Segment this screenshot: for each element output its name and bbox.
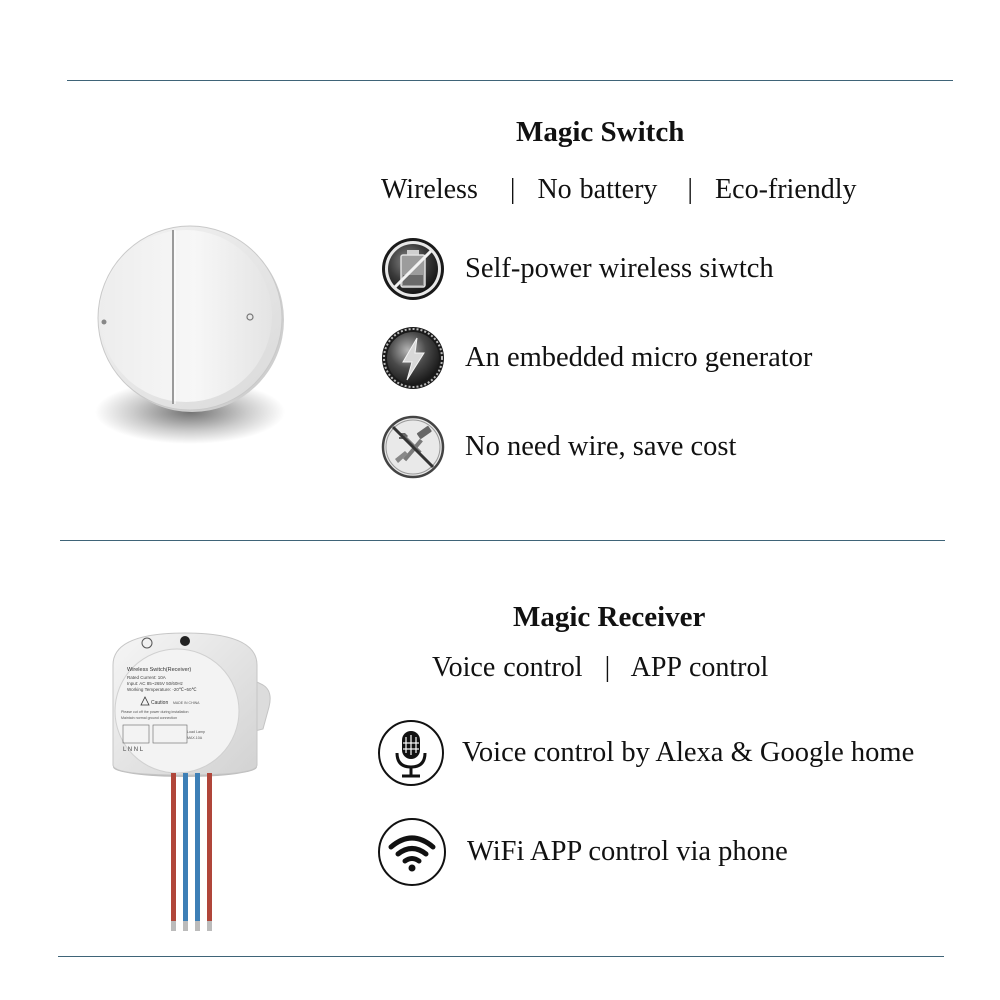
- receiver-label-caution-text: Please cut off the power during installation: [121, 710, 189, 714]
- feature-no-wire: [381, 415, 736, 479]
- receiver-label-spec: Working Temperature: -20℃~50℃: [127, 687, 197, 692]
- feature-micro-generator: [381, 326, 812, 390]
- magic-switch-tagline: [381, 174, 857, 206]
- feature-text: An embedded micro generator: [465, 342, 813, 373]
- tagline-separator: |: [509, 174, 516, 205]
- receiver-label-spec: Input: AC 85~265V 50/60Hz: [127, 681, 183, 686]
- magic-receiver-tagline: [432, 652, 768, 684]
- receiver-label-model: Wireless Switch(Receiver): [127, 667, 192, 673]
- receiver-label-load: Load Lamp: [187, 730, 205, 734]
- magic-receiver-title: Magic Receiver: [513, 601, 706, 633]
- feature-text: WiFi APP control via phone: [467, 836, 788, 867]
- receiver-label-caution-text: Maintain normal ground connection: [121, 716, 178, 720]
- no-tools-icon: [381, 415, 445, 479]
- receiver-label-terminals: L N N L: [123, 747, 144, 753]
- feature-text: No need wire, save cost: [465, 431, 737, 462]
- feature-text: Self-power wireless siwtch: [465, 253, 774, 284]
- feature-wifi-app: [377, 817, 788, 887]
- microphone-icon: [377, 719, 445, 787]
- lightning-generator-icon: [381, 326, 445, 390]
- magic-switch-title: Magic Switch: [516, 116, 685, 148]
- magic-switch-product-image: [80, 200, 300, 460]
- tagline-no-battery: No battery: [537, 174, 658, 205]
- tagline-separator: |: [604, 652, 611, 683]
- tagline-separator: |: [687, 174, 694, 205]
- feature-text: Voice control by Alexa & Google home: [462, 737, 915, 768]
- feature-voice-control: [377, 719, 914, 787]
- magic-receiver-product-image: [105, 625, 285, 945]
- top-divider: [67, 80, 953, 81]
- tagline-voice-control: Voice control: [432, 652, 583, 683]
- receiver-label-made-in: MADE IN CHINA: [173, 701, 200, 705]
- receiver-label-max: MAX.10A: [187, 736, 203, 740]
- tagline-eco-friendly: Eco-friendly: [715, 174, 857, 205]
- receiver-label-spec: Rated Current: 10A: [127, 675, 166, 680]
- tagline-app-control: APP control: [630, 652, 769, 683]
- wifi-icon: [377, 817, 447, 887]
- middle-divider: [60, 540, 945, 541]
- bottom-divider: [58, 956, 944, 957]
- receiver-label-caution: Caution: [151, 700, 169, 706]
- no-battery-icon: [381, 237, 445, 301]
- feature-self-power: [381, 237, 774, 301]
- tagline-wireless: Wireless: [381, 174, 478, 205]
